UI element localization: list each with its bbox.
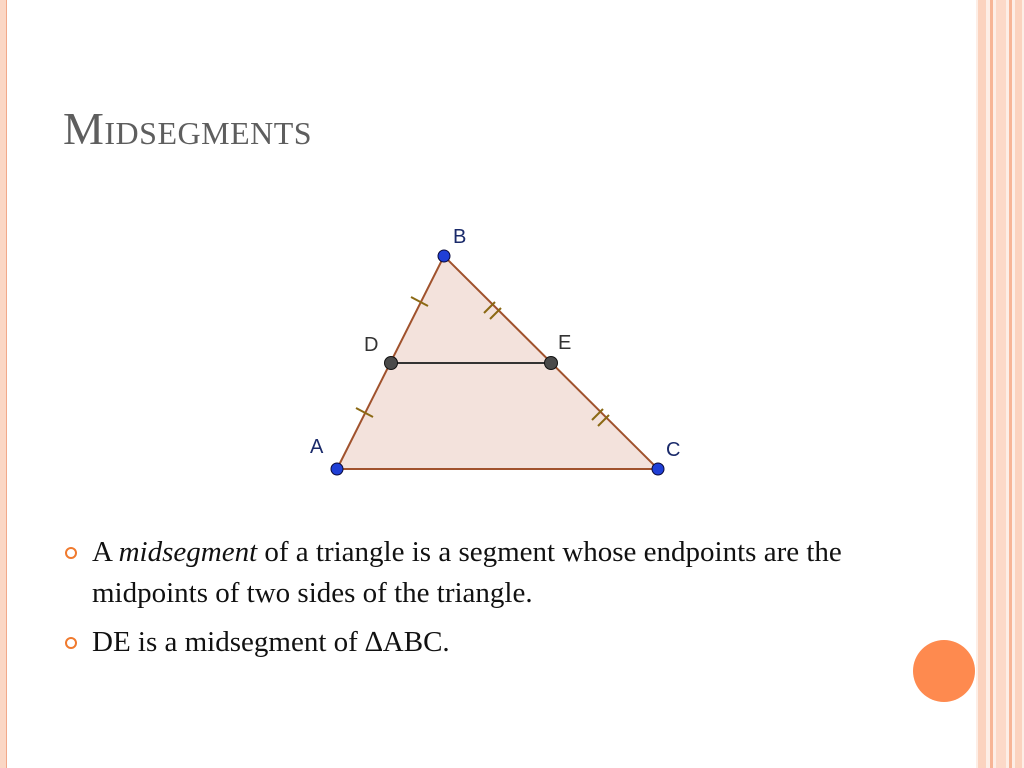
right-stripes-decoration bbox=[976, 0, 1024, 768]
bullet-text-prefix: A bbox=[92, 536, 119, 568]
bullet-text-rest: of a triangle is a segment whose endpoints are the midpoints of two sides of the triangle. bbox=[92, 536, 842, 609]
point-d bbox=[385, 357, 398, 370]
label-d: D bbox=[364, 334, 379, 356]
bullet-ring-icon bbox=[65, 637, 77, 649]
left-border-decoration bbox=[0, 0, 7, 768]
slide-title: Midsegments bbox=[63, 103, 313, 154]
bullet-list bbox=[62, 532, 862, 671]
bullet-ring-icon bbox=[65, 547, 77, 559]
point-b bbox=[438, 250, 450, 262]
label-b: B bbox=[453, 226, 467, 248]
point-a bbox=[331, 463, 343, 475]
label-c: C bbox=[666, 439, 681, 461]
bullet-de-statement bbox=[62, 622, 862, 663]
decorative-circle bbox=[913, 640, 975, 702]
point-e bbox=[545, 357, 558, 370]
bullet-text: DE is a midsegment of ∆ABC. bbox=[92, 626, 450, 658]
label-a: A bbox=[310, 436, 324, 458]
point-c bbox=[652, 463, 664, 475]
label-e: E bbox=[558, 332, 572, 354]
term-midsegment: midsegment bbox=[118, 536, 258, 568]
triangle-diagram bbox=[300, 218, 700, 488]
bullet-midsegment-definition bbox=[62, 532, 862, 614]
